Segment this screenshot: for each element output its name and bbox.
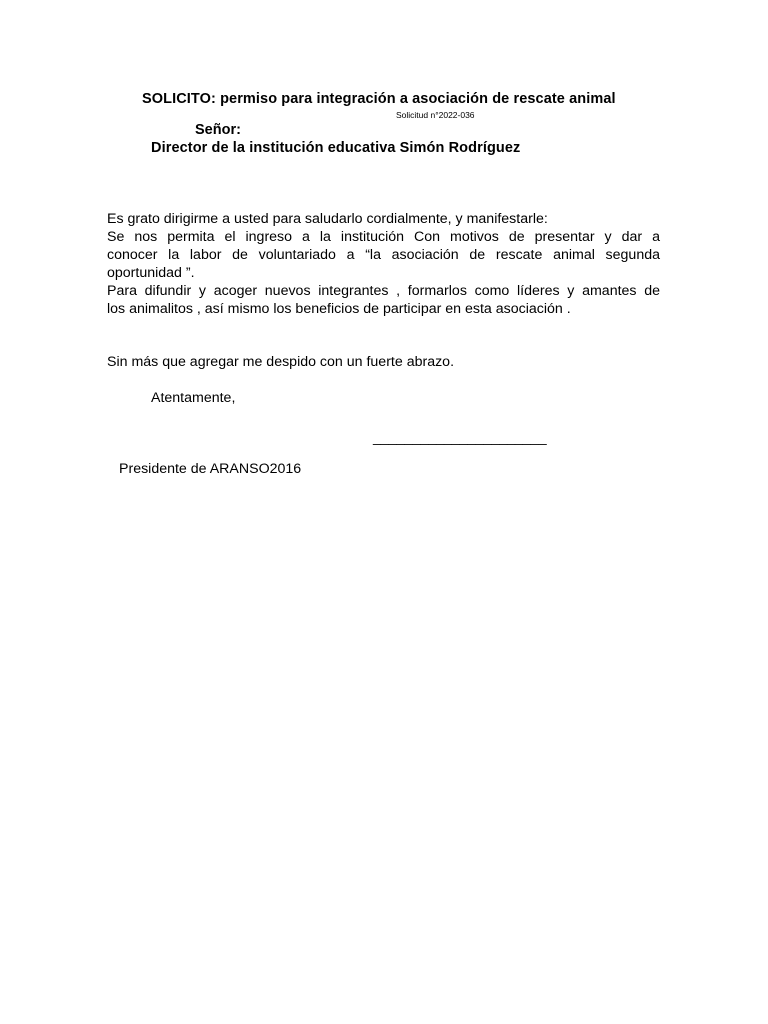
greeting-paragraph — [107, 210, 660, 228]
farewell: Atentamente, — [151, 390, 236, 406]
salutation: Señor: — [195, 122, 241, 138]
purpose-line: Para difundir y acoger nuevos integrantes , formarlos como líderes y amantes de — [107, 283, 660, 299]
request-line: conocer la labor de voluntariado a “la asociación de rescate animal segunda — [107, 247, 660, 263]
request-paragraph — [107, 228, 660, 282]
letter-subject: SOLICITO: permiso para integración a asociación de rescate animal — [142, 91, 616, 107]
purpose-paragraph — [107, 282, 660, 318]
greeting-line: Es grato dirigirme a usted para saludarlo cordialmente, y manifestarle: — [107, 211, 548, 227]
purpose-line: los animalitos , así mismo los beneficios de participar en esta asociación . — [107, 301, 571, 317]
signature-line: ______________________ — [373, 430, 547, 446]
closing-line: Sin más que agregar me despido con un fuerte abrazo. — [107, 354, 455, 370]
addressee: Director de la institución educativa Simón Rodríguez — [151, 140, 521, 156]
signer-title: Presidente de ARANSO2016 — [119, 461, 302, 477]
reference-number: Solicitud n°2022-036 — [396, 110, 475, 120]
request-line: Se nos permita el ingreso a la institución Con motivos de presentar y dar a — [107, 229, 660, 245]
closing-paragraph — [107, 353, 660, 371]
request-line: oportunidad ”. — [107, 265, 195, 281]
